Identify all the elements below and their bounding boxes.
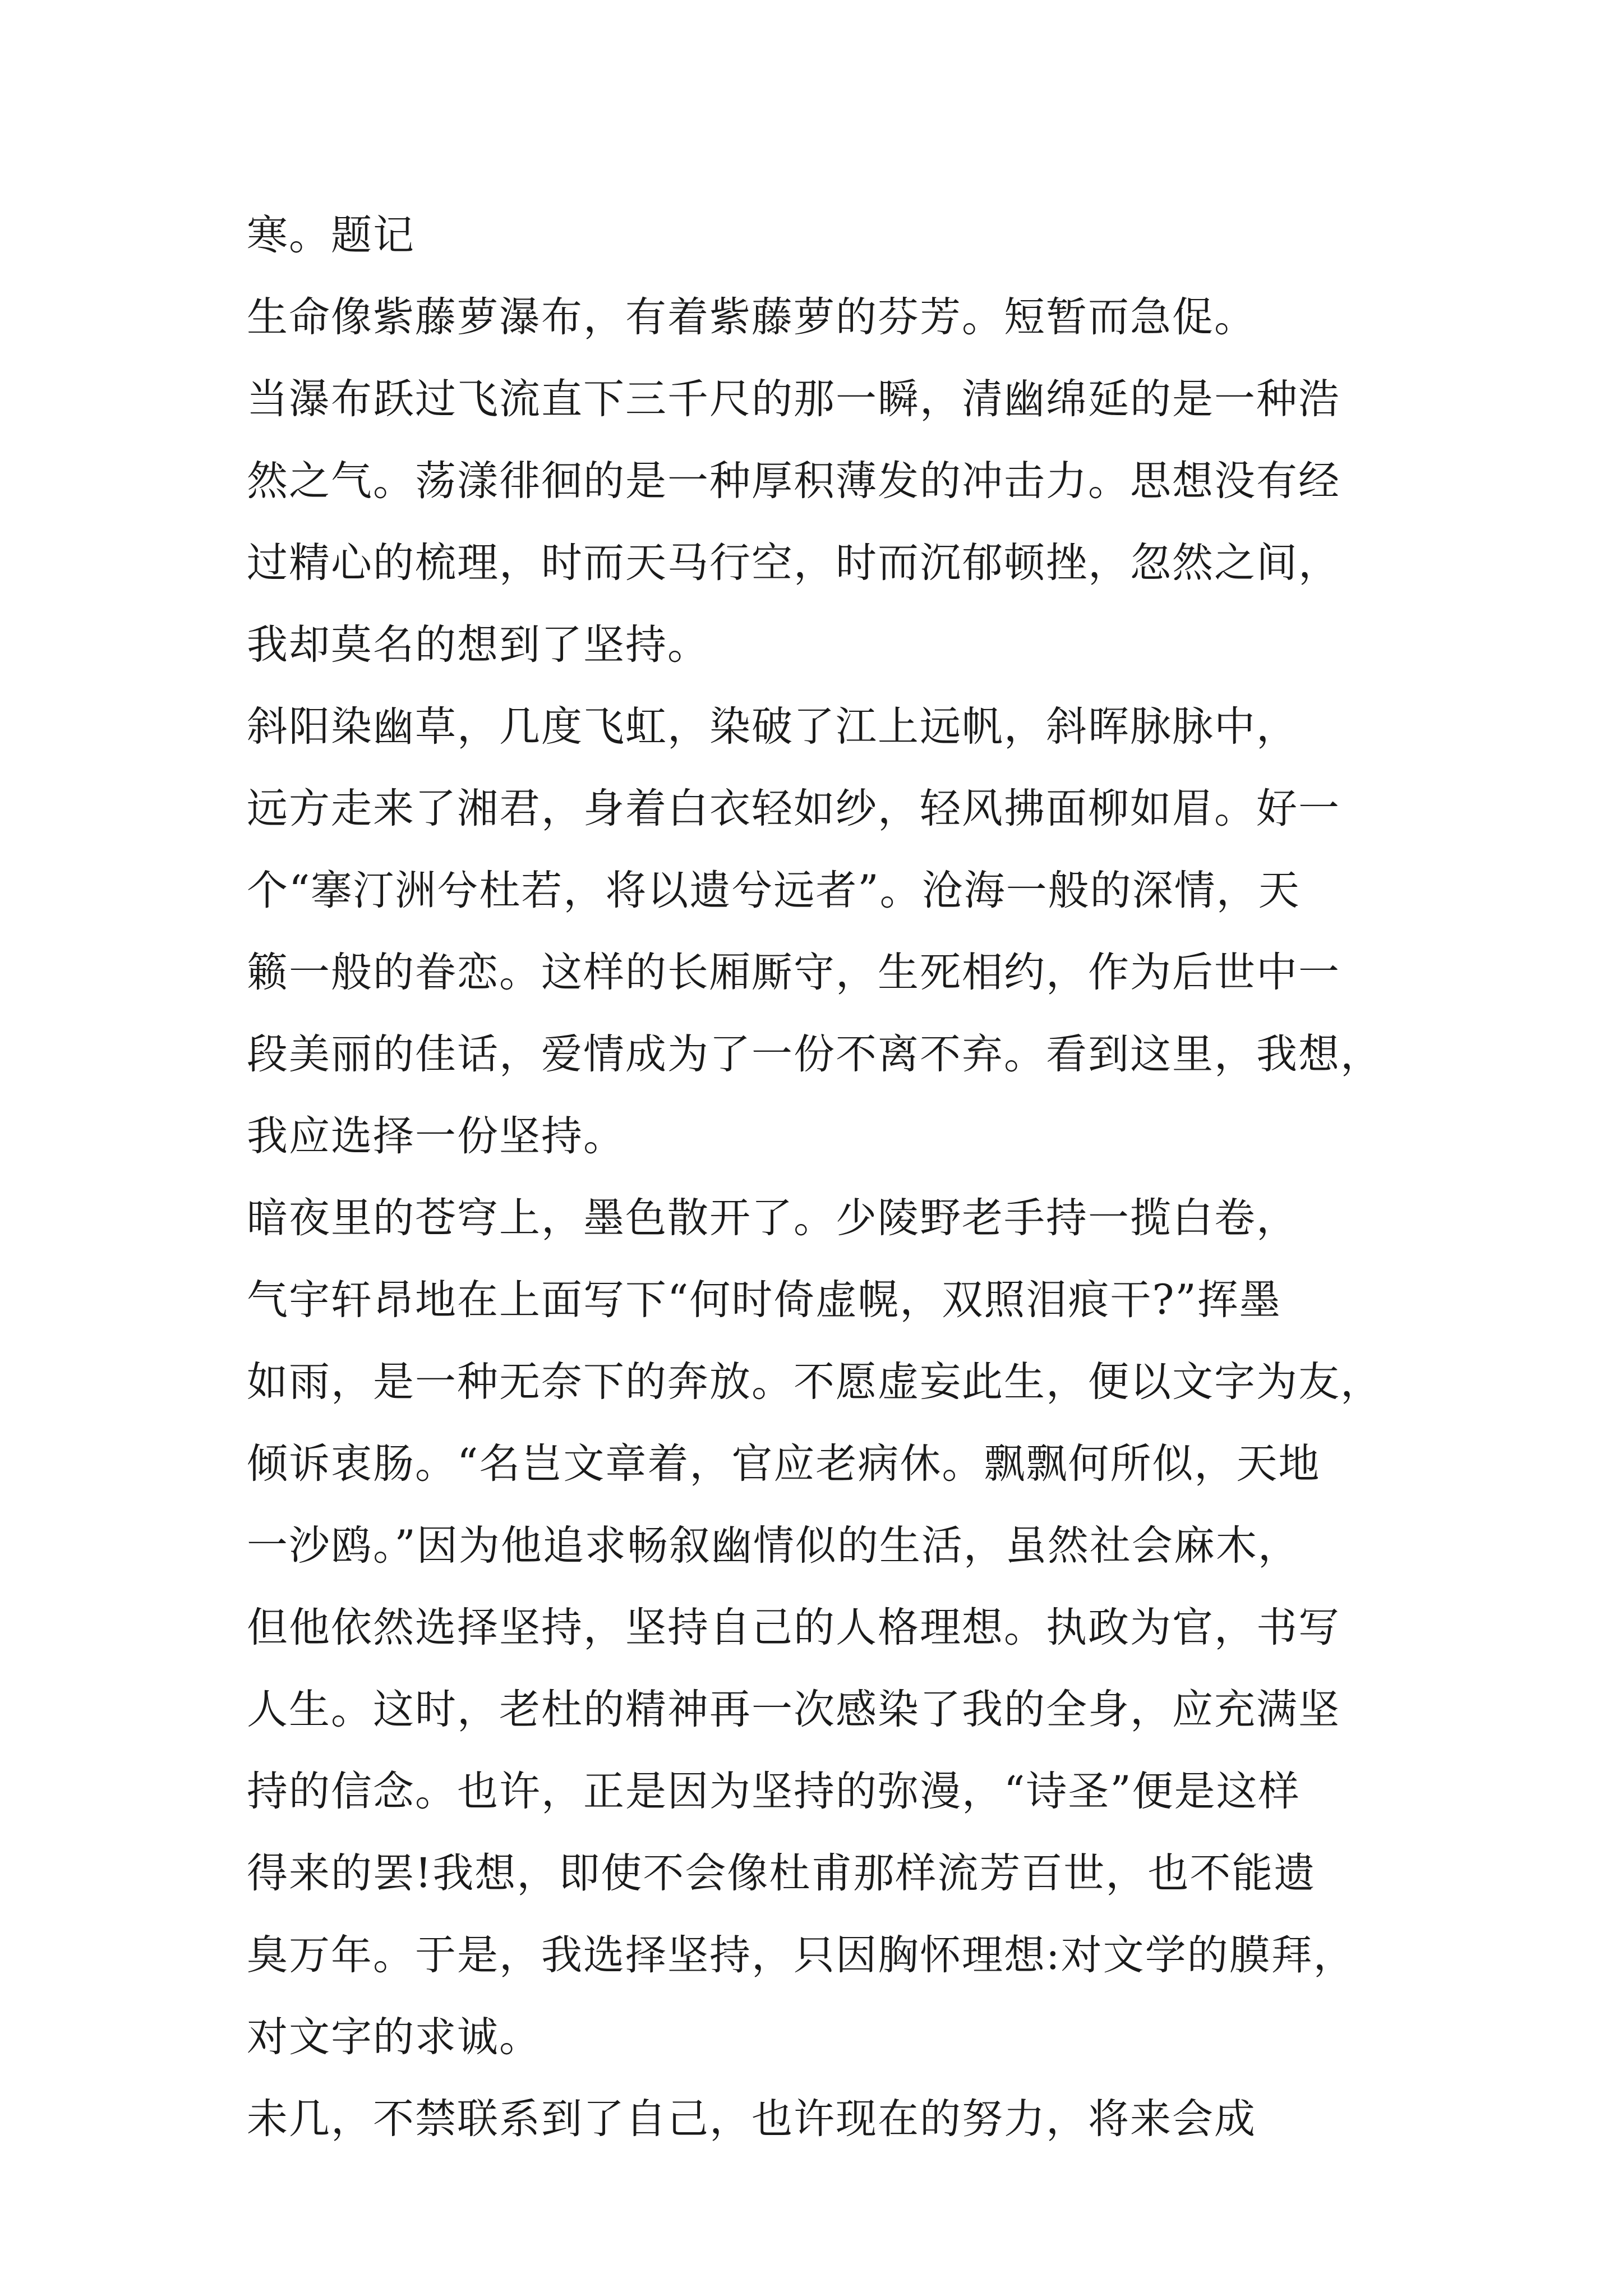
text-line: 持的信念。也许，正是因为坚持的弥漫，“诗圣”便是这样 (247, 1768, 1301, 1815)
text-line: 得来的罢!我想，即使不会像杜甫那样流芳百世，也不能遗 (247, 1849, 1316, 1897)
text-line: 臭万年。于是，我选择坚持，只因胸怀理想:对文学的膜拜， (247, 1931, 1355, 1979)
text-line: 一沙鸥。”因为他追求畅叙幽情似的生活，虽然社会麻木， (247, 1522, 1300, 1570)
text-line: 但他依然选择坚持，坚持自己的人格理想。执政为官，书写 (247, 1604, 1340, 1651)
text-line: 过精心的梳理，时而天马行空，时而沉郁顿挫，忽然之间， (247, 539, 1340, 587)
text-line: 籁一般的眷恋。这样的长厢厮守，生死相约，作为后世中一 (247, 949, 1340, 996)
text-line: 如雨，是一种无奈下的奔放。不愿虚妄此生，便以文字为友， (247, 1358, 1382, 1406)
text-line: 未几，不禁联系到了自己，也许现在的努力，将来会成 (247, 2095, 1256, 2143)
text-line: 斜阳染幽草，几度飞虹，染破了江上远帆，斜晖脉脉中， (247, 703, 1298, 751)
text-line: 对文字的求诚。 (247, 2013, 541, 2061)
text-line: 我应选择一份坚持。 (247, 1112, 625, 1160)
text-line: 人生。这时，老杜的精神再一次感染了我的全身，应充满坚 (247, 1686, 1340, 1733)
text-line: 个“搴汀洲兮杜若，将以遗兮远者”。沧海一般的深情，天 (247, 867, 1301, 914)
text-line: 寒。题记 (247, 211, 415, 259)
text-line: 气宇轩昂地在上面写下“何时倚虚幌，双照泪痕干?”挥墨 (247, 1276, 1281, 1324)
text-line: 段美丽的佳话，爱情成为了一份不离不弃。看到这里，我想， (247, 1030, 1382, 1078)
text-line: 远方走来了湘君，身着白衣轻如纱，轻风拂面柳如眉。好一 (247, 785, 1340, 832)
text-line: 生命像紫藤萝瀑布，有着紫藤萝的芬芳。短暂而急促。 (247, 293, 1256, 341)
text-line: 然之气。荡漾徘徊的是一种厚积薄发的冲击力。思想没有经 (247, 457, 1340, 505)
text-line: 暗夜里的苍穹上，墨色散开了。少陵野老手持一揽白卷， (247, 1194, 1298, 1242)
text-line: 当瀑布跃过飞流直下三千尺的那一瞬，清幽绵延的是一种浩 (247, 375, 1340, 423)
text-line: 我却莫名的想到了坚持。 (247, 621, 709, 669)
text-line: 倾诉衷肠。“名岂文章着，官应老病休。飘飘何所似，天地 (247, 1440, 1321, 1488)
